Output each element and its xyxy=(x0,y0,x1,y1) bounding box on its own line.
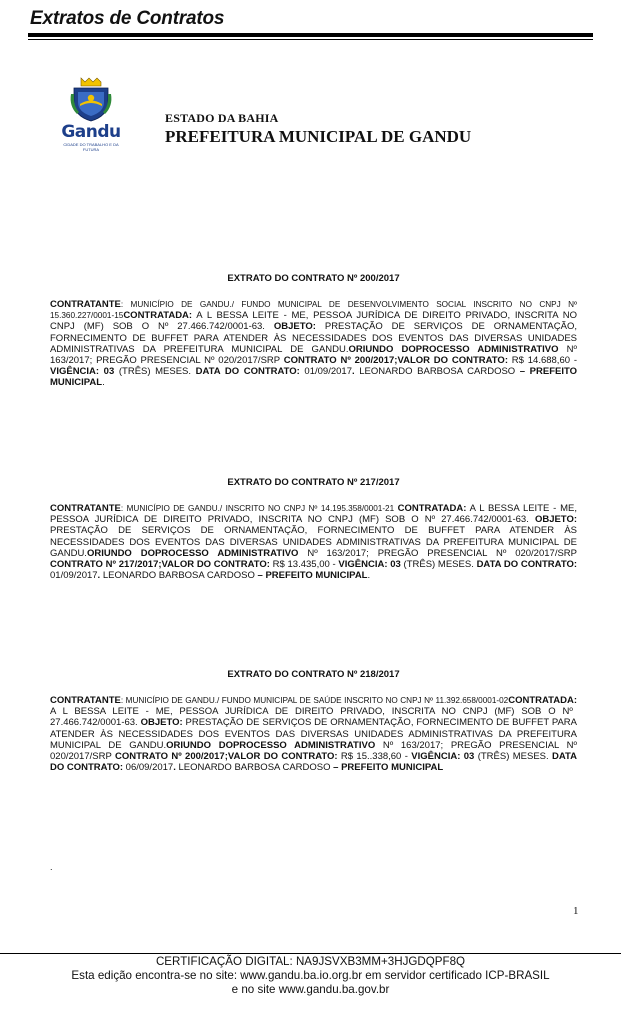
separator: ; xyxy=(394,355,398,367)
contratante-text: : MUNICÍPIO DE GANDU./ FUNDO MUNICIPAL DE DESENVOLVIMENTO SOCIAL INSCRITO NO CNPJ Nº 15.360.227/0001-15 xyxy=(50,300,577,321)
signer-role: – PREFEITO MUNICIPAL xyxy=(50,366,578,389)
separator: ; xyxy=(158,559,162,571)
contratante-label: CONTRATANTE xyxy=(50,503,121,514)
objeto-text: PRESTAÇÃO DE SERVIÇOS DE ORNAMENTAÇÃO, FORNECIMENTO DE BUFFET PARA ATENDER ÀS NECESSIDADES DOS EVENTOS DAS DIVERSAS UNIDADES ADMINISTRATIVAS DA PREFEITURA MUNICIPAL DE GANDU. xyxy=(50,717,577,751)
objeto-text: PRESTAÇÃO DE SERVIÇOS DE ORNAMENTAÇÃO, FORNECIMENTO DE BUFFET PARA ATENDER ÀS NECESSIDADES DOS EVENTOS DAS DIVERSAS UNIDADES ADMINISTRATIVAS DA PREFEITURA MUNICIPAL DE GANDU. xyxy=(50,525,577,559)
oriundo-text: Nº 163/2017; PREGÃO PRESENCIAL Nº 020/2017/SRP xyxy=(50,739,577,763)
extract-title: EXTRATO DO CONTRATO Nº 218/2017 xyxy=(227,669,400,680)
footer-site-line: Esta edição encontra-se no site: www.gandu.ba.io.org.br em servidor certificado ICP-BRASIL xyxy=(71,969,550,982)
logo-tagline: CIDADE DO TRABALHO E DA FUTURA xyxy=(63,142,119,152)
end-mark: . xyxy=(367,570,371,582)
objeto-label: OBJETO: xyxy=(140,717,183,729)
contract-extract-218 xyxy=(50,669,577,773)
contratante-label: CONTRATANTE xyxy=(50,299,121,310)
oriundo-text: Nº 163/2017; PREGÃO PRESENCIAL Nº 020/2017/SRP xyxy=(298,547,577,559)
objeto-label: OBJETO: xyxy=(534,514,577,526)
signer-name: LEONARDO BARBOSA CARDOSO xyxy=(359,366,520,378)
contratante-text: : MUNICÍPIO DE GANDU./ INSCRITO NO CNPJ Nº 14.195.358/0001-21 xyxy=(120,504,398,513)
data-text: 06/09/2017 xyxy=(123,762,174,774)
signer-name: LEONARDO BARBOSA CARDOSO xyxy=(102,570,258,582)
digital-certification: CERTIFICAÇÃO DIGITAL: NA9JSVXB3MM+3HJGDQPF8Q xyxy=(155,955,466,968)
contratada-label: CONTRATADA: xyxy=(508,695,577,706)
separator: ; xyxy=(224,751,228,763)
valor-label: VALOR DO CONTRATO: xyxy=(227,751,338,763)
oriundo-label: ORIUNDO DOPROCESSO ADMINISTRATIVO xyxy=(86,547,299,559)
logo-city-name: Gandu xyxy=(61,122,121,142)
extract-title: EXTRATO DO CONTRATO Nº 217/2017 xyxy=(227,477,400,488)
extract-body xyxy=(50,695,577,773)
extract-title: EXTRATO DO CONTRATO Nº 200/2017 xyxy=(227,273,400,284)
contratada-label: CONTRATADA: xyxy=(397,503,467,514)
city-crest-icon xyxy=(68,76,114,122)
data-text: 01/09/2017 xyxy=(299,366,352,378)
data-label: DATA DO CONTRATO: xyxy=(50,751,577,774)
page-number: 1 xyxy=(573,905,579,917)
extract-body xyxy=(50,299,577,389)
oriundo-label: ORIUNDO DOPROCESSO ADMINISTRATIVO xyxy=(348,343,559,355)
vigencia-text: (TRÊS) MESES. xyxy=(114,366,196,378)
stray-dot: . xyxy=(50,862,53,872)
vigencia-text: (TRÊS) MESES. xyxy=(474,751,553,763)
valor-text: R$ 13.435,00 - xyxy=(269,559,339,571)
objeto-text: PRESTAÇÃO DE SERVIÇOS DE ORNAMENTAÇÃO, FORNECIMENTO DE BUFFET PARA ATENDER ÀS NECESSIDADES DOS EVENTOS DAS DIVERSAS UNIDADES ADMINISTRATIVAS DA PREFEITURA MUNICIPAL DE GANDU. xyxy=(50,321,577,355)
valor-text: R$ 14.688,60 - xyxy=(507,355,577,367)
contratante-label: CONTRATANTE xyxy=(50,695,121,706)
prefecture-name: PREFEITURA MUNICIPAL DE GANDU xyxy=(165,127,472,146)
contratada-text: A L BESSA LEITE - ME, PESSOA JURÍDICA DE DIREITO PRIVADO, INSCRITA NO CNPJ (MF) SOB O Nº 27.466.742/0001-63. xyxy=(50,503,577,526)
vigencia-label: VIGÊNCIA: 03 xyxy=(338,559,401,571)
objeto-label: OBJETO: xyxy=(273,321,316,333)
signer-role: – PREFEITO MUNICIPAL xyxy=(333,762,444,774)
contract-extract-200 xyxy=(50,273,577,389)
state-name: ESTADO DA BAHIA xyxy=(165,111,279,125)
footer xyxy=(0,955,621,997)
oriundo-label: ORIUNDO DOPROCESSO ADMINISTRATIVO xyxy=(166,739,376,751)
contract-extract-217 xyxy=(50,477,577,581)
vigencia-label: VIGÊNCIA: 03 xyxy=(411,751,475,763)
data-label: DATA DO CONTRATO: xyxy=(195,366,300,378)
government-header xyxy=(165,111,471,147)
signer-name: LEONARDO BARBOSA CARDOSO xyxy=(178,762,334,774)
contrato-label: CONTRATO Nº 200/2017 xyxy=(115,751,225,763)
header-rule-thick xyxy=(28,33,593,37)
contratada-text: A L BESSA LEITE - ME, PESSOA JURÍDICA DE DIREITO PRIVADO, INSCRITA NO CNPJ (MF) SOB O Nº 27.466.742/0001-63. xyxy=(50,706,573,729)
end-mark: . xyxy=(102,377,105,389)
vigencia-label: VIGÊNCIA: 03 xyxy=(50,366,115,378)
contrato-label: CONTRATO Nº 217/2017 xyxy=(50,559,159,571)
gandu-logo xyxy=(56,76,126,150)
contrato-label: CONTRATO Nº 200/2017 xyxy=(283,355,395,367)
valor-label: VALOR DO CONTRATO: xyxy=(161,559,270,571)
oriundo-text: Nº 163/2017; PREGÃO PRESENCIAL Nº 020/2017/SRP xyxy=(50,343,577,367)
valor-text: R$ 15..338,60 - xyxy=(337,751,412,763)
signer-separator: . xyxy=(173,762,179,774)
vigencia-text: (TRÊS) MESES. xyxy=(400,559,477,571)
contratante-text: : MUNICÍPIO DE GANDU./ FUNDO MUNICIPAL DE SAÚDE INSCRITO NO CNPJ Nº 11.392.658/0001-02 xyxy=(120,696,509,705)
contratada-label: CONTRATADA: xyxy=(123,310,193,322)
extract-body xyxy=(50,503,577,581)
footer-rule xyxy=(0,953,621,954)
header-rule-thin xyxy=(28,39,593,40)
signer-separator: . xyxy=(351,366,360,378)
data-text: 01/09/2017 xyxy=(50,570,98,582)
section-title: Extratos de Contratos xyxy=(30,8,225,29)
signer-separator: . xyxy=(97,570,103,582)
signer-role: – PREFEITO MUNICIPAL xyxy=(257,570,368,582)
footer-site-line-2: e no site www.gandu.ba.gov.br xyxy=(231,983,390,996)
data-label: DATA DO CONTRATO: xyxy=(476,559,578,571)
valor-label: VALOR DO CONTRATO: xyxy=(397,355,508,367)
contratada-text: A L BESSA LEITE - ME, PESSOA JURÍDICA DE DIREITO PRIVADO, INSCRITA NO CNPJ (MF) SOB O Nº 27.466.742/0001-63. xyxy=(50,310,577,333)
